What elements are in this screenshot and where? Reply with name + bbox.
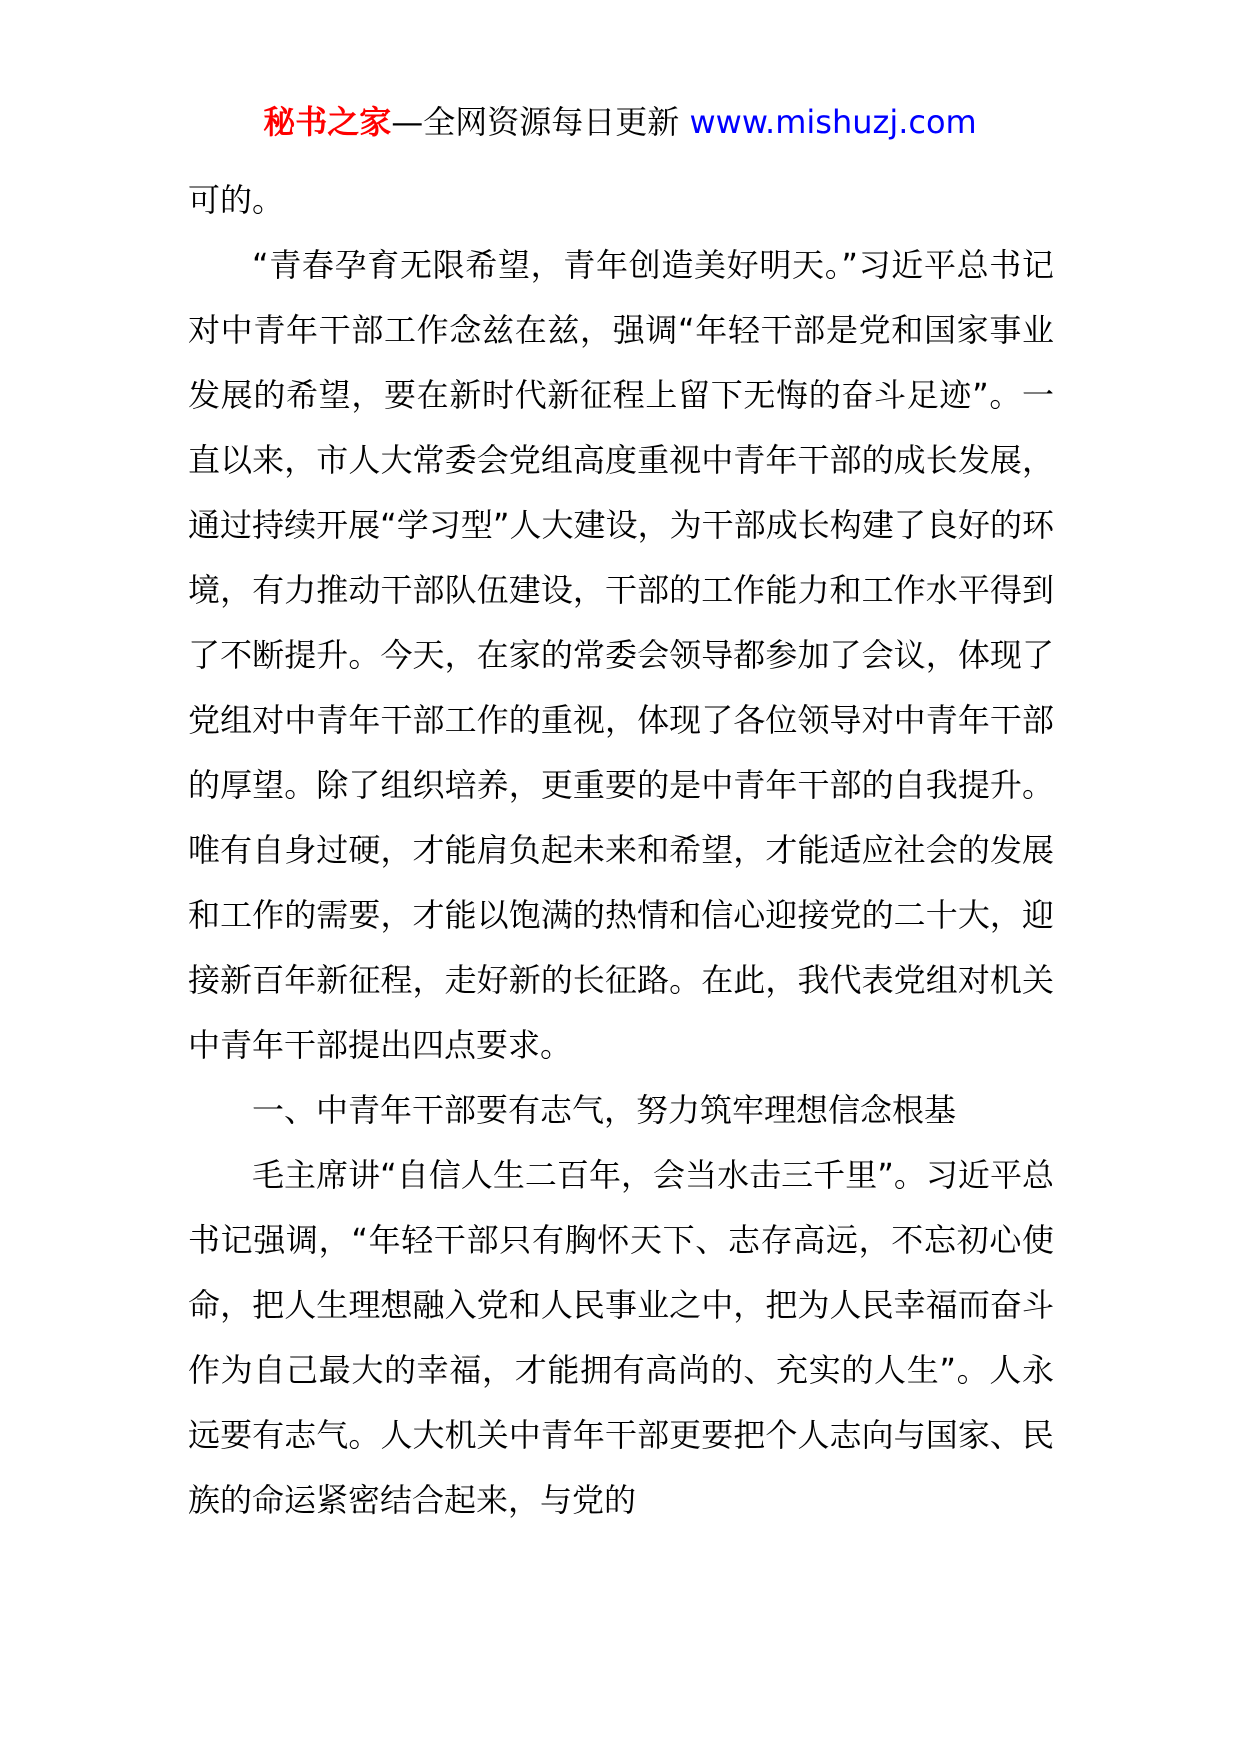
site-header (0, 100, 1240, 144)
section-heading-1: 一、中青年干部要有志气，努力筑牢理想信念根基 (252, 1091, 957, 1129)
continuation-text: 可的。 (188, 181, 285, 219)
site-url-link[interactable]: www.mishuzj.com (689, 103, 977, 141)
site-tagline: —全网资源每日更新 (391, 103, 680, 141)
paragraph-section-1: 毛主席讲“自信人生二百年，会当水击三千里”。习近平总书记强调，“年轻干部只有胸怀天下、志存高远，不忘初心使命，把人生理想融入党和人民事业之中，把为人民幸福而奋斗作为自己最大的幸福，才能拥有高尚的、充实的人生”。人永远要有志气。人大机关中青年干部更要把个人志向与国家、民族的命运紧密结合起来，与党的 (188, 1156, 1054, 1519)
site-brand: 秘书之家 (263, 103, 392, 141)
document-body (188, 168, 1054, 1533)
paragraph-opening: “青春孕育无限希望，青年创造美好明天。”习近平总书记对中青年干部工作念兹在兹，强调“年轻干部是党和国家事业发展的希望，要在新时代新征程上留下无悔的奋斗足迹”。一直以来，市人大常委会党组高度重视中青年干部的成长发展，通过持续开展“学习型”人大建设，为干部成长构建了良好的环境，有力推动干部队伍建设，干部的工作能力和工作水平得到了不断提升。今天，在家的常委会领导都参加了会议，体现了党组对中青年干部工作的重视，体现了各位领导对中青年干部的厚望。除了组织培养，更重要的是中青年干部的自我提升。唯有自身过硬，才能肩负起未来和希望，才能适应社会的发展和工作的需要，才能以饱满的热情和信心迎接党的二十大，迎接新百年新征程，走好新的长征路。在此，我代表党组对机关中青年干部提出四点要求。 (188, 246, 1054, 1064)
